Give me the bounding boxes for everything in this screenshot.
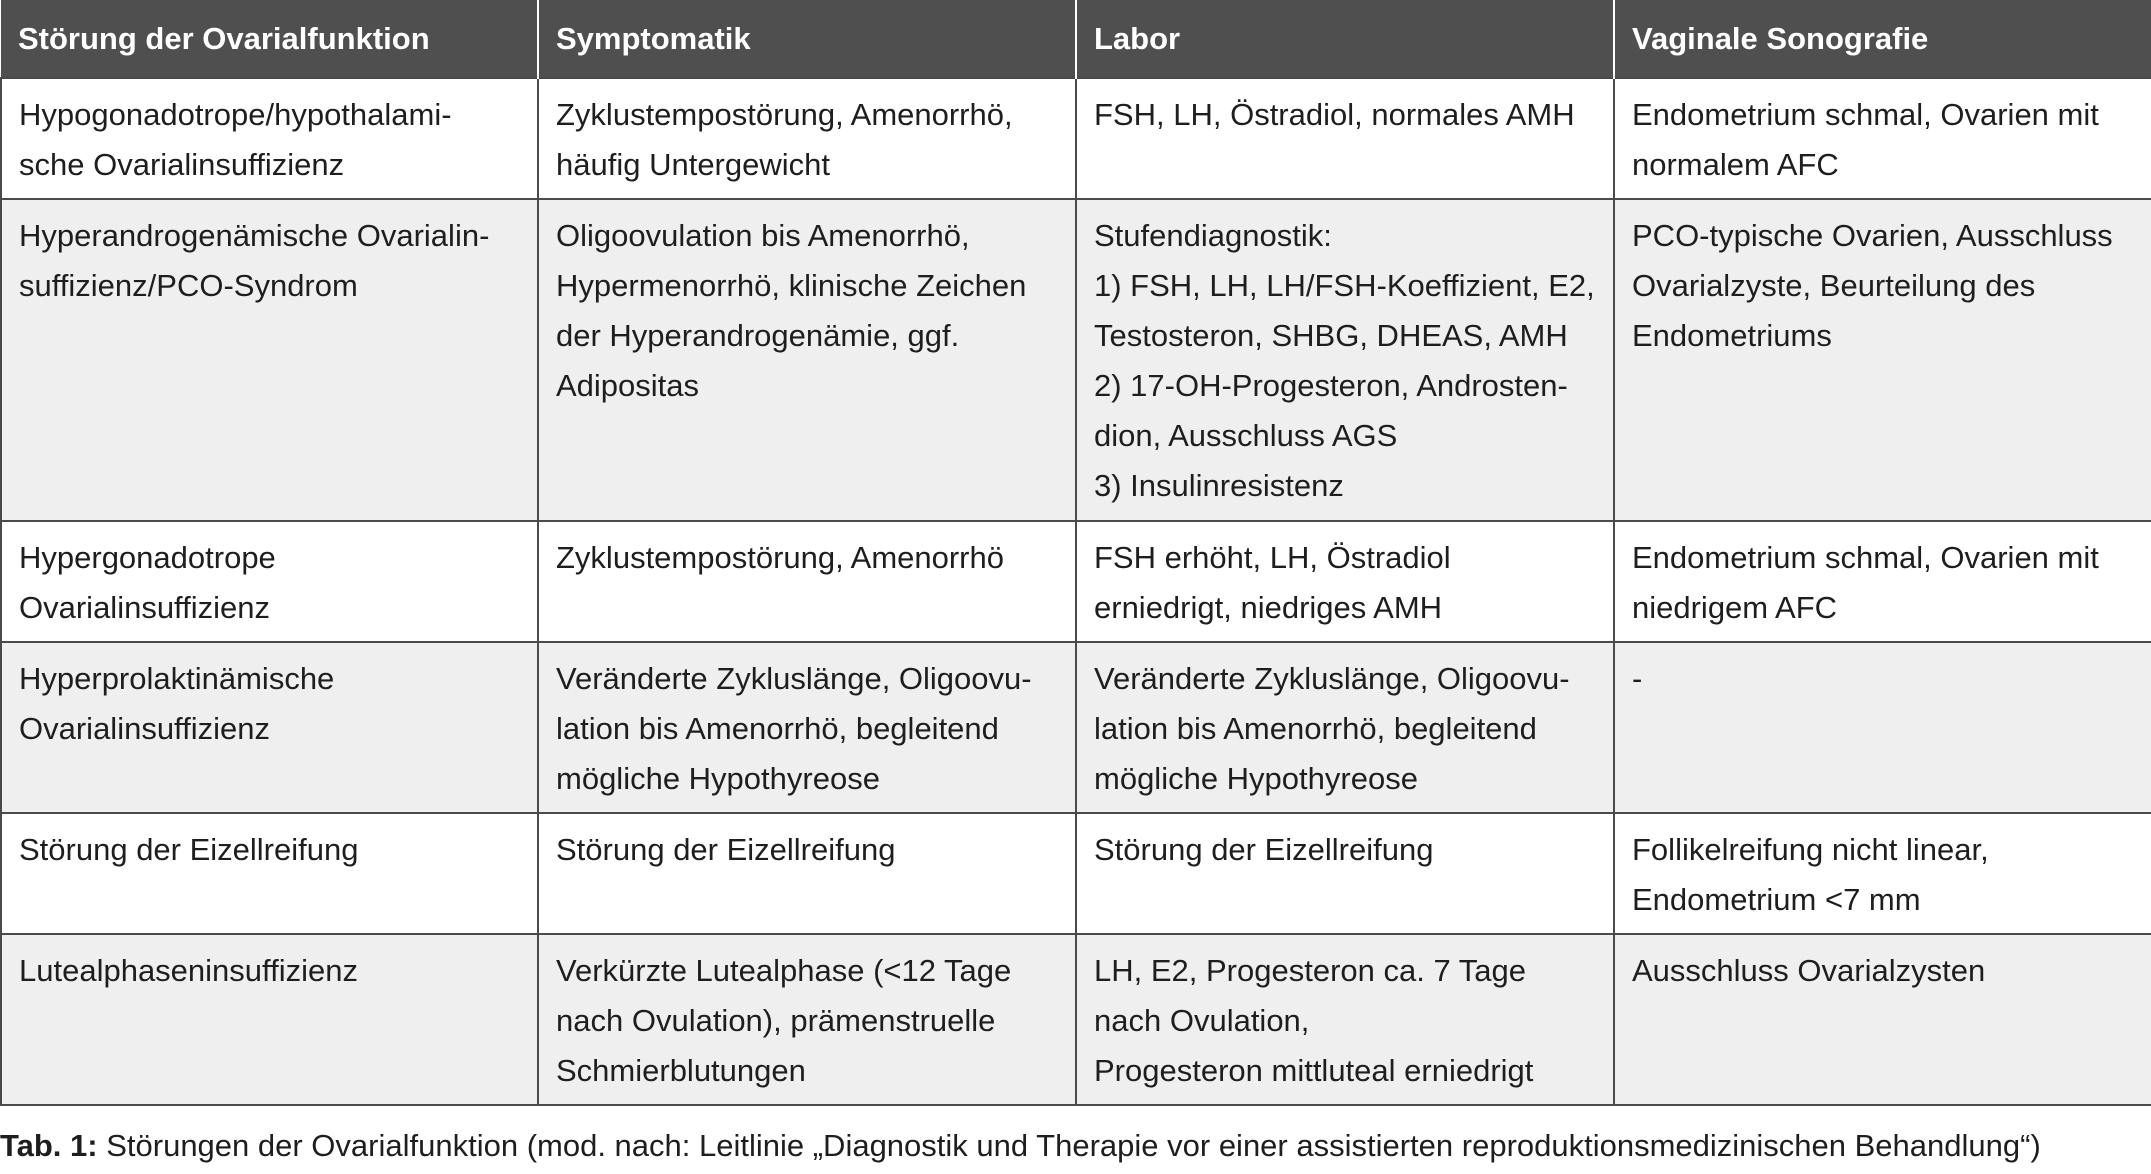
table-cell: Endometrium schmal, Ovarien mit normalem AFC <box>1614 78 2151 199</box>
table-cell: Hyperprolaktinämische Ovarialinsuffizienz <box>1 642 538 813</box>
table-cell: Hypergonadotrope Ovarialinsuffizienz <box>1 521 538 642</box>
table-cell: Endometrium schmal, Ovarien mit niedrigem AFC <box>1614 521 2151 642</box>
header-cell-sonography: Vaginale Sonografie <box>1614 0 2151 78</box>
header-cell-symptoms: Symptomatik <box>538 0 1076 78</box>
caption-text: Störungen der Ovarialfunktion (mod. nach: Leitlinie „Diagnostik und Therapie vor einer assistierten reproduktionsmedizinischen Behandlung“) <box>97 1128 2041 1163</box>
caption-label: Tab. 1: <box>0 1128 98 1163</box>
header-cell-disorder: Störung der Ovarialfunktion <box>1 0 538 78</box>
table-cell: Lutealphaseninsuffizienz <box>1 934 538 1105</box>
table-cell: PCO-typische Ovarien, Ausschluss Ovarialzyste, Beurteilung des Endometriums <box>1614 199 2151 521</box>
table-cell: Zyklustempostörung, Amenorrhö <box>538 521 1076 642</box>
table-cell: - <box>1614 642 2151 813</box>
table-row <box>1 521 2151 642</box>
header-cell-lab: Labor <box>1076 0 1614 78</box>
table-cell: Hyperandrogenämische Ovarialin- suffizienz/PCO-Syndrom <box>1 199 538 521</box>
table-cell: FSH erhöht, LH, Östradiol erniedrigt, niedriges AMH <box>1076 521 1614 642</box>
table-cell: Störung der Eizellreifung <box>1076 813 1614 934</box>
table-row <box>1 642 2151 813</box>
table-row <box>1 934 2151 1105</box>
table-cell: Zyklustempostörung, Amenorrhö, häufig Untergewicht <box>538 78 1076 199</box>
table-cell: Störung der Eizellreifung <box>1 813 538 934</box>
table-row <box>1 199 2151 521</box>
table-cell: FSH, LH, Östradiol, normales AMH <box>1076 78 1614 199</box>
table-cell: Verkürzte Lutealphase (<12 Tage nach Ovulation), prämenstruelle Schmierblutungen <box>538 934 1076 1105</box>
table-cell: Veränderte Zykluslänge, Oligoovu- lation bis Amenorrhö, begleitend mögliche Hypothyreose <box>538 642 1076 813</box>
header-row <box>1 0 2151 78</box>
table-cell: Stufendiagnostik: 1) FSH, LH, LH/FSH-Koeffizient, E2, Testosteron, SHBG, DHEAS, AMH 2) 17-OH-Progesteron, Androsten- dion, Ausschluss AGS 3) Insulinresistenz <box>1076 199 1614 521</box>
table-header <box>1 0 2151 78</box>
table-cell: Ausschluss Ovarialzysten <box>1614 934 2151 1105</box>
table-cell: LH, E2, Progesteron ca. 7 Tage nach Ovulation, Progesteron mittluteal erniedrigt <box>1076 934 1614 1105</box>
table-body <box>1 78 2151 1105</box>
table-cell: Veränderte Zykluslänge, Oligoovu- lation bis Amenorrhö, begleitend mögliche Hypothyreose <box>1076 642 1614 813</box>
table-cell: Störung der Eizellreifung <box>538 813 1076 934</box>
table-cell: Oligoovulation bis Amenorrhö, Hypermenorrhö, klinische Zeichen der Hyperandrogenämie, ggf. Adipositas <box>538 199 1076 521</box>
table-cell: Hypogonadotrope/hypothalami- sche Ovarialinsuffizienz <box>1 78 538 199</box>
table-row <box>1 813 2151 934</box>
table-cell: Follikelreifung nicht linear, Endometrium <7 mm <box>1614 813 2151 934</box>
table-row <box>1 78 2151 199</box>
table-caption <box>0 1124 2041 1168</box>
